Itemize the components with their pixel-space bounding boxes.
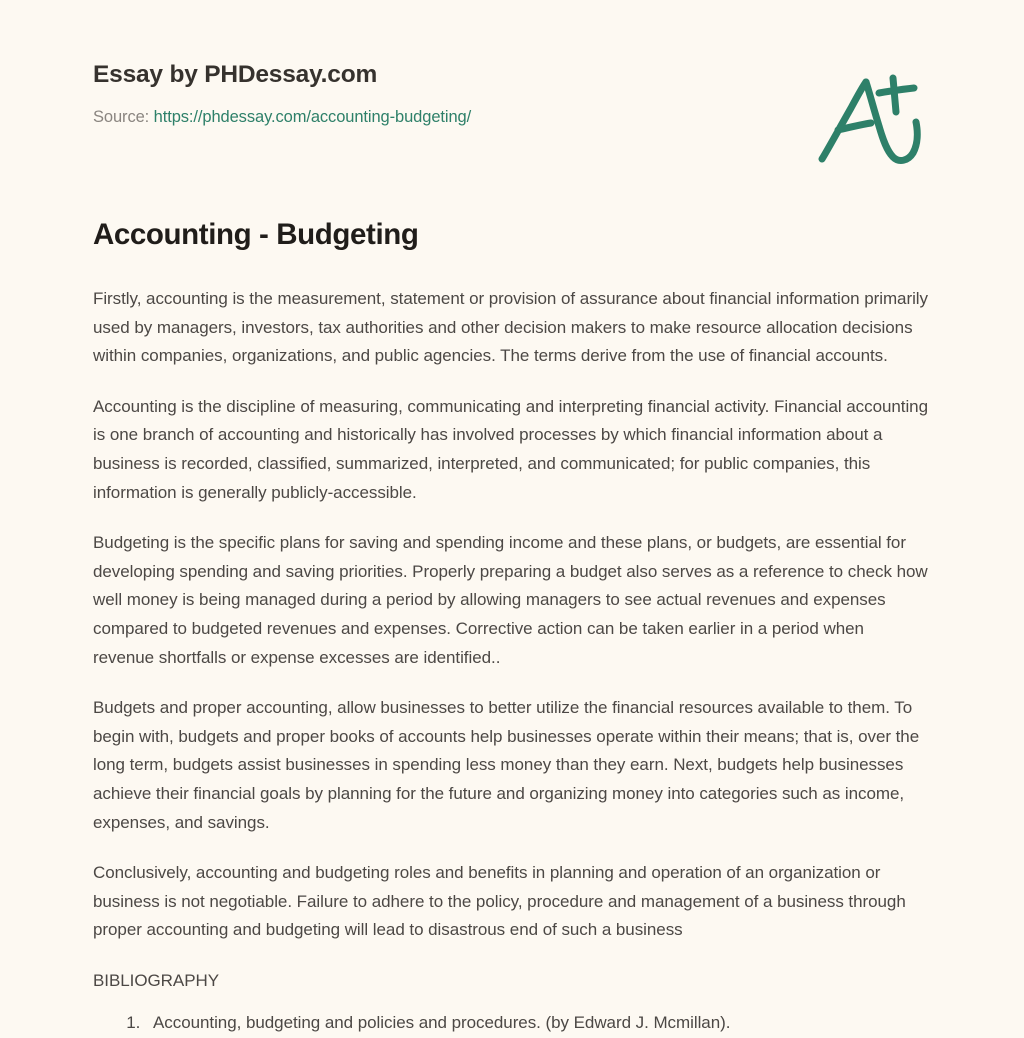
paragraph-list <box>93 285 929 945</box>
paragraph: Firstly, accounting is the measurement, statement or provision of assurance about financial information primarily used by managers, investors, tax authorities and other decision makers to make resource allocation decisions within companies, organizations, and public agencies. The terms derive from the use of financial accounts. <box>93 289 928 366</box>
source-url-link[interactable]: https://phdessay.com/accounting-budgeting/ <box>153 108 472 126</box>
article-body <box>93 216 929 1038</box>
paragraph: Budgeting is the specific plans for saving and spending income and these plans, or budgets, are essential for developing spending and saving priorities. Properly preparing a budget also serves as a reference to check how well money is being managed during a period by allowing managers to see actual revenues and expenses compared to budgeted revenues and expenses. Corrective action can be taken earlier in a period when revenue shortfalls or expense excesses are identified.. <box>93 533 928 667</box>
paragraph: Conclusively, accounting and budgeting roles and benefits in planning and operation of an organization or business is not negotiable. Failure to adhere to the policy, procedure and management of a business through proper accounting and budgeting will lead to disastrous end of such a business <box>93 863 906 940</box>
aplus-logo-icon <box>813 58 931 170</box>
bibliography-heading: BIBLIOGRAPHY <box>93 970 219 990</box>
bibliography-list <box>93 1009 929 1038</box>
source-label: Source: <box>93 108 150 126</box>
aplus-logo <box>813 58 931 170</box>
paragraph: Accounting is the discipline of measuring, communicating and interpreting financial activity. Financial accounting is one branch of accounting and historically has involved processes by which financial information about a business is recorded, classified, summarized, interpreted, and communicated; for public companies, this information is generally publicly-accessible. <box>93 396 928 502</box>
source-line <box>93 106 933 128</box>
brand-title: Essay by PHDessay.com <box>93 61 378 88</box>
paragraph: Budgets and proper accounting, allow businesses to better utilize the financial resources available to them. To begin with, budgets and proper books of accounts help businesses operate within their means; that is, over the long term, budgets assist businesses in spending less money than they earn. Next, budgets help businesses achieve their financial goals by planning for the future and organizing money into categories such as income, expenses, and savings. <box>93 698 920 832</box>
list-item: 1. Accounting, budgeting and policies and procedures. (by Edward J. Mcmillan). <box>145 1009 929 1038</box>
page-header <box>93 60 933 170</box>
page-title: Accounting - Budgeting <box>93 218 419 251</box>
